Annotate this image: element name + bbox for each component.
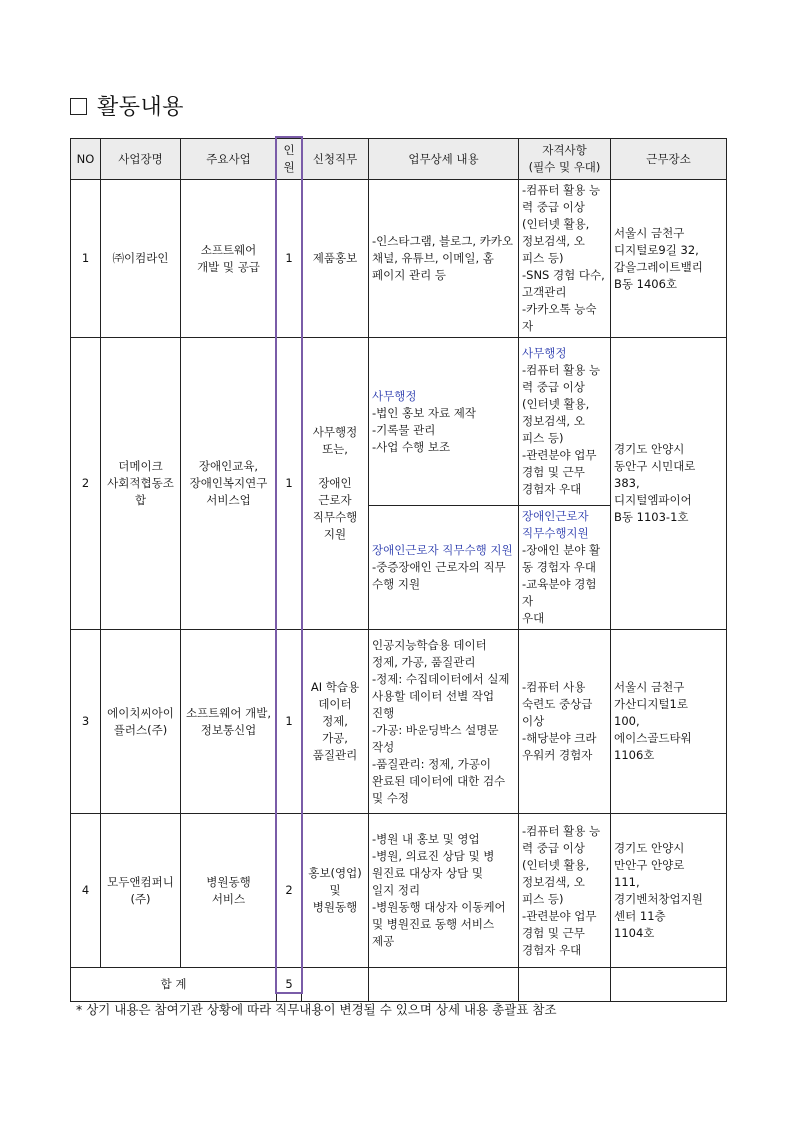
row-company: ㈜이컴라인 bbox=[101, 180, 181, 338]
row-detail: 인공지능학습용 데이터 정제, 가공, 품질관리 -정제: 수집데이터에서 실제 사용할 데이터 선별 작업 진행 -가공: 바운딩박스 설명문 작성 -품질관리: 정제, 가공이 완료된 데이터에 대한 검수 및 수정 bbox=[369, 630, 519, 814]
table-row bbox=[71, 338, 727, 506]
row-location: 경기도 안양시 만안구 안양로 111, 경기벤처창업지원 센터 11층 1104호 bbox=[611, 814, 727, 968]
activity-table bbox=[70, 138, 727, 1002]
row-headcount: 1 bbox=[277, 338, 302, 630]
row-business: 병원동행 서비스 bbox=[181, 814, 277, 968]
total-row bbox=[71, 968, 727, 1002]
row-job: 제품홍보 bbox=[302, 180, 369, 338]
header-business: 주요사업 bbox=[181, 139, 277, 180]
row-job: AI 학습용 데이터 정제, 가공, 품질관리 bbox=[302, 630, 369, 814]
row-location: 서울시 금천구 가산디지털1로 100, 에이스골드타워 1106호 bbox=[611, 630, 727, 814]
header-job: 신청직무 bbox=[302, 139, 369, 180]
total-empty-cell bbox=[302, 968, 369, 1002]
row-qualification-admin bbox=[519, 338, 611, 506]
row-qualification-support bbox=[519, 506, 611, 630]
total-empty-cell bbox=[611, 968, 727, 1002]
row-location: 서울시 금천구 디지털로9길 32, 갑을그레이트밸리 B동 1406호 bbox=[611, 180, 727, 338]
qual-admin-title: 사무행정 bbox=[522, 346, 567, 360]
section-title: 활동내용 bbox=[97, 95, 185, 120]
header-detail: 업무상세 내용 bbox=[369, 139, 519, 180]
header-company: 사업장명 bbox=[101, 139, 181, 180]
row-no: 3 bbox=[71, 630, 101, 814]
qual-support-text: -장애인 분야 활 동 경험자 우대 -교육분야 경험자 우대 bbox=[522, 543, 601, 625]
row-detail-support bbox=[369, 506, 519, 630]
footnote: * 상기 내용은 참여기관 상황에 따라 직무내용이 변경될 수 있으며 상세 내용 총괄표 참조 bbox=[76, 1002, 557, 1017]
section-heading bbox=[70, 90, 184, 121]
table-header-row bbox=[71, 139, 727, 180]
row-company: 모두앤컴퍼니 (주) bbox=[101, 814, 181, 968]
total-label: 합 계 bbox=[71, 968, 277, 1002]
row-detail: -인스타그램, 블로그, 카카오 채널, 유튜브, 이메일, 홈 페이지 관리 등 bbox=[369, 180, 519, 338]
table-row bbox=[71, 180, 727, 338]
row-qualification: -컴퓨터 사용 숙련도 중상급 이상 -해당분야 크라 우워커 경험자 bbox=[519, 630, 611, 814]
row-detail: -병원 내 홍보 및 영업 -병원, 의료진 상담 및 병 원진료 대상자 상담 및 일지 정리 -병원동행 대상자 이동케어 및 병원진료 동행 서비스 제공 bbox=[369, 814, 519, 968]
total-value: 5 bbox=[277, 968, 302, 1002]
row-headcount: 1 bbox=[277, 180, 302, 338]
row-job: 사무행정 또는, 장애인 근로자 직무수행 지원 bbox=[302, 338, 369, 630]
qual-support-title: 장애인근로자 직무수행지원 bbox=[522, 509, 589, 540]
row-no: 4 bbox=[71, 814, 101, 968]
table-row bbox=[71, 630, 727, 814]
row-business: 장애인교육, 장애인복지연구 서비스업 bbox=[181, 338, 277, 630]
row-qualification: -컴퓨터 활용 능 력 중급 이상 (인터넷 활용, 정보검색, 오 피스 등) -SNS 경험 다수, 고객관리 -카카오톡 능숙자 bbox=[519, 180, 611, 338]
detail-admin-title: 사무행정 bbox=[372, 388, 417, 403]
row-location: 경기도 안양시 동안구 시민대로 383, 디지털엠파이어 B동 1103-1호 bbox=[611, 338, 727, 630]
row-business: 소프트웨어 개발, 정보통신업 bbox=[181, 630, 277, 814]
checkbox-square-icon bbox=[70, 98, 87, 115]
header-qualification: 자격사항 (필수 및 우대) bbox=[519, 139, 611, 180]
detail-support-title: 장애인근로자 직무수행 지원 bbox=[372, 543, 513, 557]
row-company: 더메이크 사회적협동조합 bbox=[101, 338, 181, 630]
header-headcount: 인 원 bbox=[277, 139, 302, 180]
row-company: 에이치씨아이 플러스(주) bbox=[101, 630, 181, 814]
row-no: 2 bbox=[71, 338, 101, 630]
row-headcount: 1 bbox=[277, 630, 302, 814]
detail-support-text: -중증장애인 근로자의 직무 수행 지원 bbox=[372, 560, 506, 591]
qual-admin-text: -컴퓨터 활용 능 력 중급 이상 (인터넷 활용, 정보검색, 오 피스 등) -관련분야 업무 경험 및 근무 경험자 우대 bbox=[522, 363, 601, 496]
header-no: NO bbox=[71, 139, 101, 180]
row-business: 소프트웨어 개발 및 공급 bbox=[181, 180, 277, 338]
row-no: 1 bbox=[71, 180, 101, 338]
table-row bbox=[71, 814, 727, 968]
row-headcount: 2 bbox=[277, 814, 302, 968]
row-detail-admin bbox=[369, 338, 519, 506]
row-qualification: -컴퓨터 활용 능 력 중급 이상 (인터넷 활용, 정보검색, 오 피스 등) -관련분야 업무 경험 및 근무 경험자 우대 bbox=[519, 814, 611, 968]
row-job: 홍보(영업) 및 병원동행 bbox=[302, 814, 369, 968]
header-location: 근무장소 bbox=[611, 139, 727, 180]
total-empty-cell bbox=[519, 968, 611, 1002]
total-empty-cell bbox=[369, 968, 519, 1002]
detail-admin-text: -법인 홍보 자료 제작 -기록물 관리 -사업 수행 보조 bbox=[372, 405, 476, 454]
